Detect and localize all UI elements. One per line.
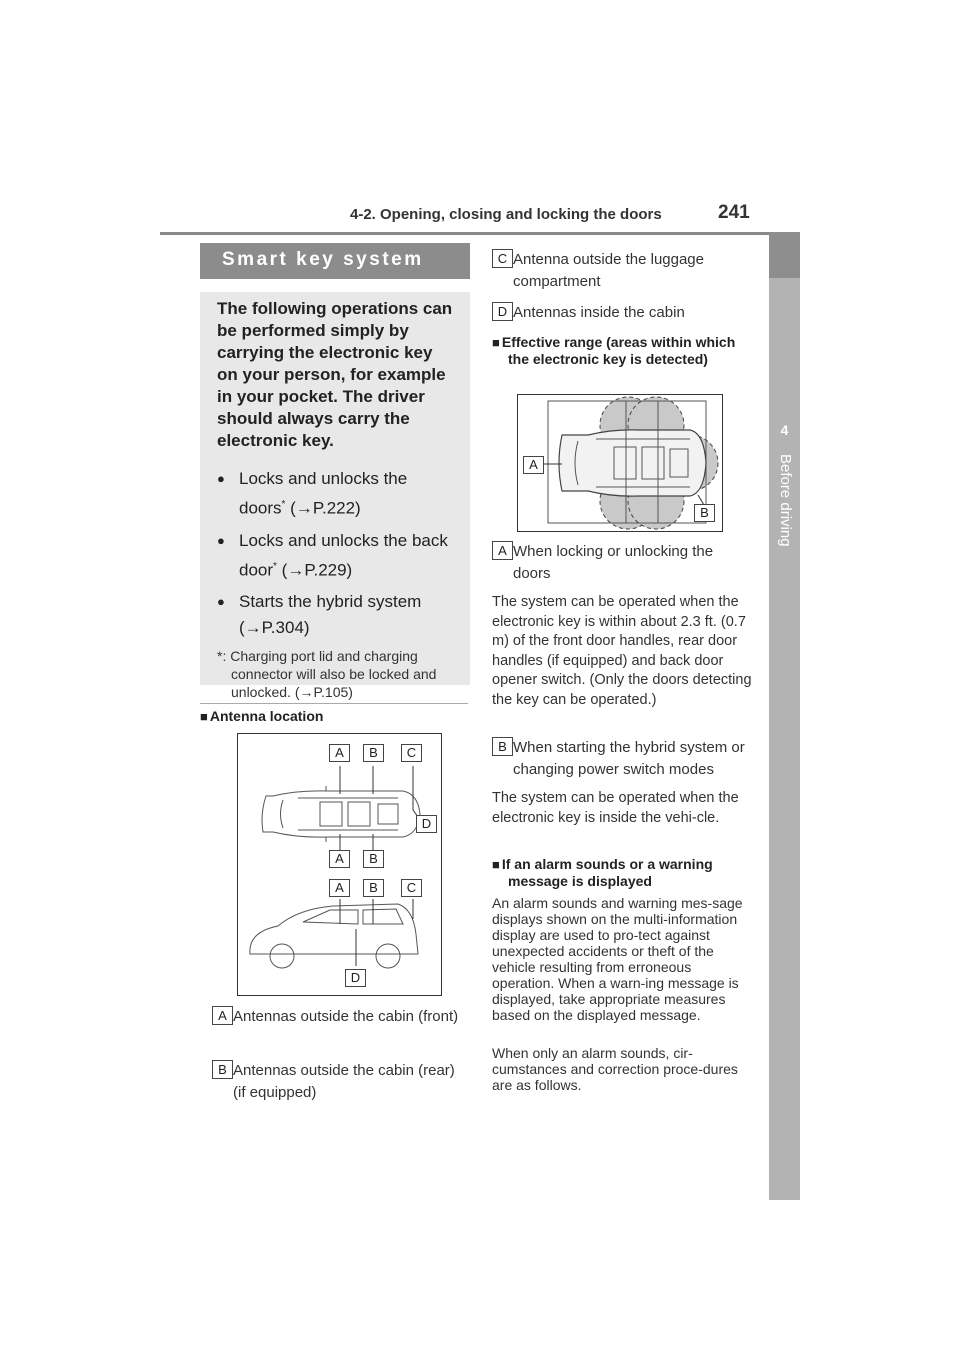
figure-label: B bbox=[694, 504, 715, 522]
effective-range-figure bbox=[517, 394, 723, 532]
chapter-number: 4 bbox=[780, 422, 789, 438]
bullet-icon: ● bbox=[217, 471, 225, 486]
alarm-heading: ■ If an alarm sounds or a warning message is displayed bbox=[492, 856, 713, 889]
page-reference: (→P.229) bbox=[276, 560, 353, 580]
heading-marker-icon: ■ bbox=[492, 335, 500, 350]
bullet-icon: ● bbox=[217, 594, 225, 610]
figure-label: A bbox=[329, 744, 350, 762]
label-tag: A bbox=[212, 1006, 233, 1025]
operation-list bbox=[217, 466, 456, 641]
label-tag: B bbox=[492, 737, 513, 756]
antenna-item-b: B Antennas outside the cabin (rear) (if equipped) bbox=[212, 1060, 470, 1104]
range-item-b: B When starting the hybrid system or changing power switch modes bbox=[492, 737, 757, 781]
range-paragraph-b: The system can be operated when the electronic key is inside the vehi-cle. bbox=[492, 790, 739, 826]
running-header-title: 4-2. Opening, closing and locking the doors bbox=[350, 206, 662, 223]
figure-label: A bbox=[329, 879, 350, 897]
alarm-paragraph-1: An alarm sounds and warning mes-sage displays shown on the multi-information display are used to pro-tect against unexpected accidents or theft of the vehicle resulting from erroneous operation. When a warn-ing message is displayed, take appropriate measures based on the displayed message. bbox=[492, 895, 743, 1023]
page-number: 241 bbox=[718, 202, 750, 223]
chapter-side-tab bbox=[769, 232, 800, 1200]
heading-marker-icon: ■ bbox=[492, 857, 500, 872]
figure-label: B bbox=[363, 850, 384, 868]
antenna-item-a: A Antennas outside the cabin (front) bbox=[212, 1006, 470, 1028]
label-tag: D bbox=[492, 302, 513, 321]
label-tag: C bbox=[492, 249, 513, 268]
figure-label: A bbox=[523, 456, 544, 474]
header-rule bbox=[160, 232, 800, 235]
section-title: Smart key system bbox=[222, 249, 424, 270]
range-paragraph-a: The system can be operated when the electronic key is within about 2.3 ft. (0.7 m) of the front door handles, rear door handles (if equipped) and back door opener switch. (Only the doors detecting the key can be operated.) bbox=[492, 594, 752, 708]
antenna-location-figure bbox=[237, 733, 442, 996]
label-tag: A bbox=[492, 541, 513, 560]
page-reference: (→P.304) bbox=[239, 618, 310, 638]
detection-range-illustration bbox=[518, 395, 722, 531]
divider bbox=[200, 703, 468, 704]
list-item: ● Locks and unlocks the back door* (→P.229) bbox=[217, 528, 456, 584]
footnote: *: Charging port lid and charging connector will also be locked and unlocked. (→P.105) bbox=[217, 648, 437, 701]
range-item-a: A When locking or unlocking the doors bbox=[492, 541, 754, 585]
page-reference: (→P.222) bbox=[285, 498, 361, 518]
chapter-label: Before driving bbox=[777, 454, 794, 547]
alarm-paragraph-2: When only an alarm sounds, cir-cumstances and correction proce-dures are as follows. bbox=[492, 1045, 738, 1093]
figure-label: B bbox=[363, 879, 384, 897]
label-tag: B bbox=[212, 1060, 233, 1079]
antenna-location-heading: ■ Antenna location bbox=[200, 708, 324, 724]
figure-label: D bbox=[345, 969, 366, 987]
heading-marker-icon: ■ bbox=[200, 709, 208, 724]
chapter-tab-top bbox=[769, 232, 800, 278]
effective-range-heading: ■ Effective range (areas within which the electronic key is detected) bbox=[492, 334, 736, 367]
antenna-item-c: C Antenna outside the luggage compartment bbox=[492, 249, 754, 293]
bullet-icon: ● bbox=[217, 532, 225, 548]
intro-lead: The following operations can be performed simply by carrying the electronic key on your person, for example in your pocket. The driver should always carry the electronic key. bbox=[217, 299, 453, 450]
figure-label: B bbox=[363, 744, 384, 762]
figure-label: D bbox=[416, 815, 437, 833]
list-item: ● Starts the hybrid system (→P.304) bbox=[217, 589, 456, 641]
section-title-bar bbox=[200, 243, 470, 279]
antenna-item-d: D Antennas inside the cabin bbox=[492, 302, 754, 324]
figure-label: A bbox=[329, 850, 350, 868]
figure-label: C bbox=[401, 879, 422, 897]
figure-label: C bbox=[401, 744, 422, 762]
list-item: ● Locks and unlocks the doors* (→P.222) bbox=[217, 466, 456, 522]
intro-box bbox=[200, 292, 470, 701]
